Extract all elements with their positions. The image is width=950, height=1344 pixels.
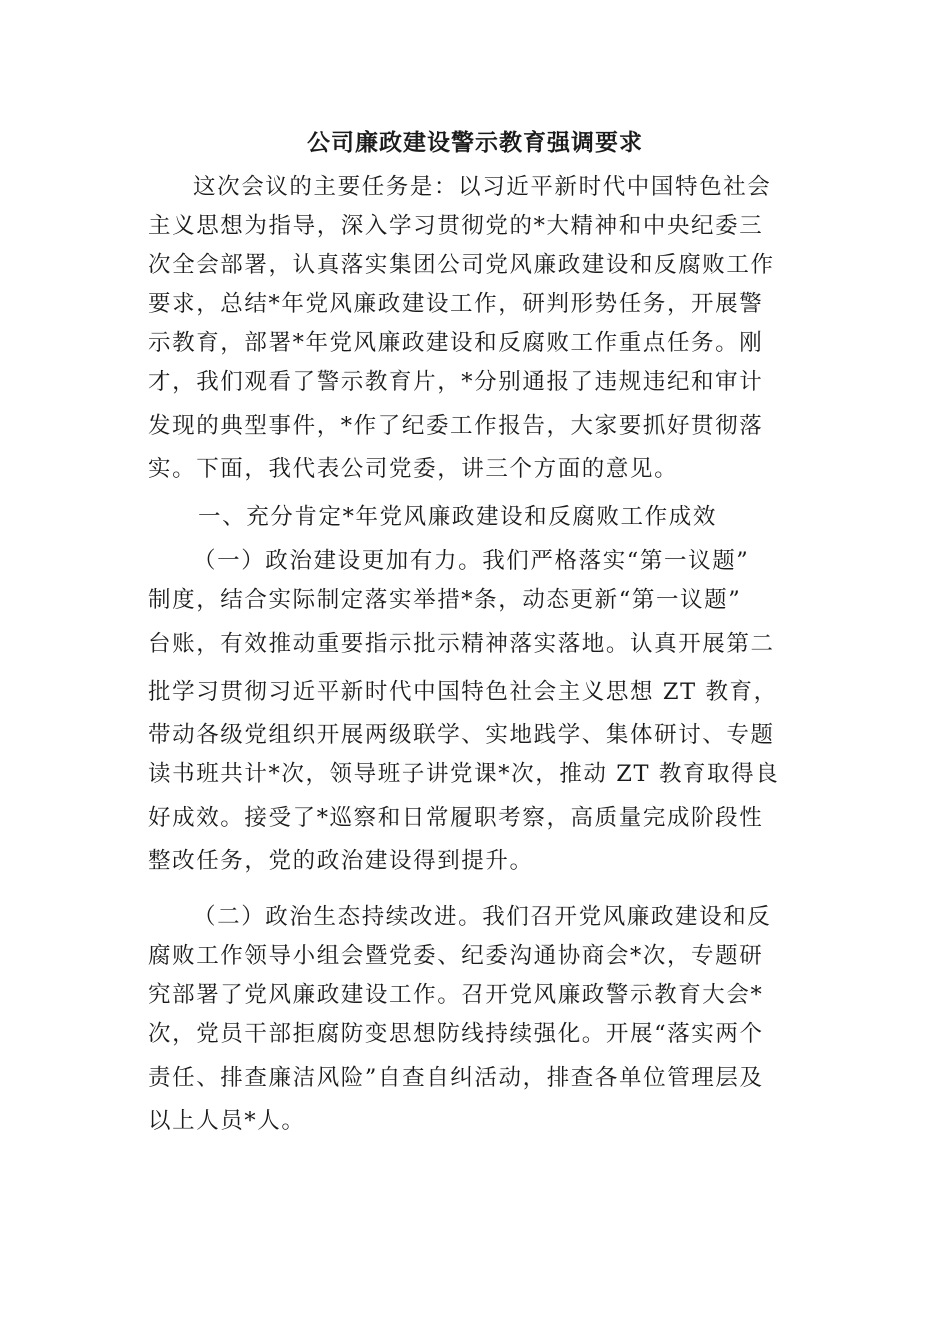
paragraph-line: 次，党员干部拒腐防变思想防线持续强化。开展“落实两个 xyxy=(148,1021,764,1047)
paragraph-line: 次全会部署，认真落实集团公司党风廉政建设和反腐败工作 xyxy=(148,252,775,278)
paragraph-line: 示教育，部署*年党风廉政建设和反腐败工作重点任务。刚 xyxy=(148,330,764,356)
paragraph-line: 读书班共计*次，领导班子讲党课*次，推动 ZT 教育取得良 xyxy=(148,761,780,787)
section-heading-line: 一、充分肯定*年党风廉政建设和反腐败工作成效 xyxy=(198,504,717,530)
paragraph-line: 发现的典型事件，*作了纪委工作报告，大家要抓好贯彻落 xyxy=(148,413,764,439)
paragraph-line: 带动各级党组织开展两级联学、实地践学、集体研讨、专题 xyxy=(148,722,775,748)
paragraph-line: 制度，结合实际制定落实举措*条，动态更新“第一议题” xyxy=(148,587,742,613)
section-heading-one xyxy=(148,498,808,537)
paragraph-line: 实。下面，我代表公司党委，讲三个方面的意见。 xyxy=(148,456,679,482)
document-title: 公司廉政建设警示教育强调要求 xyxy=(307,129,643,156)
paragraph-line: 究部署了党风廉政建设工作。召开党风廉政警示教育大会* xyxy=(148,982,764,1008)
paragraph-line: 才，我们观看了警示教育片，*分别通报了违规违纪和审计 xyxy=(148,369,764,395)
paragraph-line: 这次会议的主要任务是：以习近平新时代中国特色社会 xyxy=(193,174,772,200)
paragraph-line: （二）政治生态持续改进。我们召开党风廉政建设和反 xyxy=(193,904,772,930)
paragraph-political-construction xyxy=(148,542,808,881)
paragraph-line: （一）政治建设更加有力。我们严格落实“第一议题” xyxy=(193,548,750,574)
paragraph-line: 台账，有效推动重要指示批示精神落实落地。认真开展第二 xyxy=(148,631,775,657)
paragraph-line: 整改任务，党的政治建设得到提升。 xyxy=(148,848,534,874)
paragraph-line: 主义思想为指导，深入学习贯彻党的*大精神和中央纪委三 xyxy=(148,213,764,239)
paragraph-line: 批学习贯彻习近平新时代中国特色社会主义思想 ZT 教育， xyxy=(148,679,778,705)
paragraph-line: 以上人员*人。 xyxy=(148,1108,306,1134)
paragraph-political-ecology xyxy=(148,898,808,1141)
paragraph-meeting-tasks xyxy=(148,168,808,489)
paragraph-line: 责任、排查廉洁风险”自查自纠活动，排查各单位管理层及 xyxy=(148,1065,764,1091)
paragraph-line: 要求，总结*年党风廉政建设工作，研判形势任务，开展警 xyxy=(148,291,764,317)
paragraph-line: 腐败工作领导小组会暨党委、纪委沟通协商会*次，专题研 xyxy=(148,943,764,969)
paragraph-line: 好成效。接受了*巡察和日常履职考察，高质量完成阶段性 xyxy=(148,805,764,831)
